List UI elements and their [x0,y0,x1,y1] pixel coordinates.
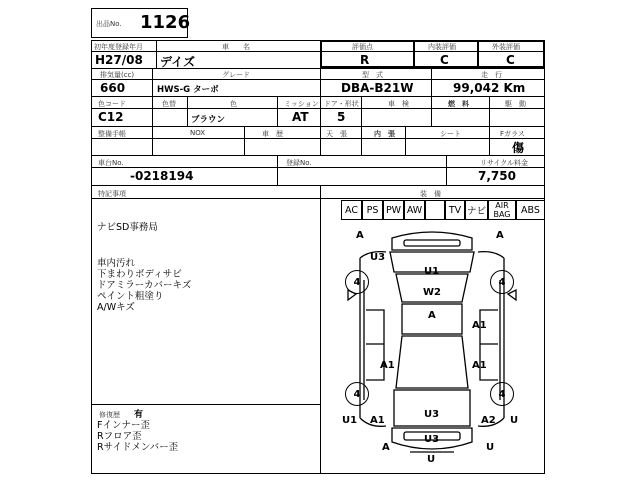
mark-rear-u1: U1 [342,415,358,426]
vr [320,126,321,155]
mission-label: ミッション [284,100,319,108]
vr [361,126,362,155]
mark-bottom-u2: U [427,454,436,465]
equip-tv: TV [445,200,465,220]
color-label: 色 [230,100,237,108]
repair-line-2: Rフロア歪 [97,431,142,442]
nox-label: NOX [190,129,206,137]
roof-label: 天 張 [326,130,347,138]
mark-wheel-fl: 4 [345,270,369,294]
mark-bottom-u: U [486,442,495,453]
recycle-label: リサイクル料金 [480,159,529,167]
recycle-value: 7,750 [478,169,516,183]
note-line-5: A/Wキズ [97,302,135,313]
interior-score-value: C [440,53,449,67]
fuel-label: 燃 料 [448,100,469,108]
mark-side-left: A1 [380,360,395,371]
hr [91,404,320,405]
vr [361,96,362,126]
score-value: R [360,53,370,67]
mileage-value: 99,042 Km [453,81,526,95]
mark-rear-a2: A2 [481,415,496,426]
mileage-label: 走 行 [481,71,502,79]
vr [156,40,157,68]
repair-value: 有 [134,410,144,420]
lot-label: 出品No. [96,20,122,28]
hr [91,167,545,168]
mark-rear-u: U [510,415,519,426]
mark-rear-u3a: U3 [424,409,440,420]
equipment-label: 装 備 [420,190,441,198]
repair-label: 修復歴 [99,411,120,419]
score-label: 評価点 [352,43,373,51]
hr [91,96,545,97]
chassis-value: -0218194 [130,169,194,183]
vr [244,126,245,155]
special-label: 特記事項 [98,190,126,198]
exterior-score-label: 外装評価 [492,43,520,51]
mark-roof-w2: W2 [423,287,441,298]
glass-value: 傷 [512,141,525,155]
equip-blank [425,200,445,220]
note-line-4: ペイント粗塗り [97,291,164,302]
mark-center-a: A [428,310,436,321]
mark-hood: U3 [370,252,386,263]
drive-label: 駆 動 [505,100,526,108]
vr [277,96,278,126]
glass-label: Fガラス [500,130,525,138]
vr [405,126,406,155]
colorcode-label: 色コード [98,100,126,108]
doors-label: ドア・形状 [324,100,359,108]
vr [320,68,321,96]
mark-wheel-rr: 4 [490,382,514,406]
doors-value: 5 [337,110,346,124]
year-label: 初年度登録年月 [94,43,143,51]
mission-value: AT [292,110,309,124]
interior-score-label: 内装評価 [428,43,456,51]
repair-line-3: Rサイドメンバー歪 [97,442,179,453]
vr [152,96,153,126]
interior-lining-label: 内 張 [374,130,395,138]
mark-side-right-2: A1 [472,360,487,371]
cc-value: 660 [100,81,126,95]
history-label: 車 歴 [262,130,283,138]
equip-abs: ABS [516,200,545,220]
mark-rear-a1: A1 [370,415,385,426]
colorcode-value: C12 [98,110,124,124]
equip-ac: AC [341,200,362,220]
mark-side-right-1: A1 [472,320,487,331]
mark-rear-u3b: U3 [424,434,440,445]
reg-label: 登録No. [286,159,312,167]
year-value: H27/08 [95,53,143,67]
hr [91,79,545,80]
model-label: 型 式 [362,71,383,79]
name-value: デイズ [160,55,196,69]
repair-line-1: Fインナー歪 [97,420,150,431]
note-line-2: 下まわりボディサビ [97,269,182,280]
mark-bottom-a: A [382,442,390,453]
vr [431,96,432,126]
mark-wheel-rl: 4 [345,382,369,406]
colorchange-label: 色替 [162,100,176,108]
special-text: ナビSD事務局 [97,222,158,233]
hr [91,155,545,156]
note-line-1: 車内汚れ [97,258,136,269]
vr [446,155,447,185]
mark-front-left: A [356,230,364,241]
exterior-score-value: C [506,53,515,67]
grade-label: グレード [222,71,250,79]
seat-label: シート [440,130,461,138]
hr [91,185,545,186]
name-label: 車 名 [222,43,250,51]
hr [91,198,545,199]
cc-label: 排気量(cc) [100,71,135,79]
vr [277,155,278,185]
model-value: DBA-B21W [341,81,414,95]
vr [152,68,153,96]
equip-ps: PS [362,200,383,220]
hr [91,126,545,127]
vr [489,126,490,155]
vr [431,68,432,96]
chassis-label: 車台No. [98,159,124,167]
lot-number: 1126 [140,12,191,33]
equip-airbag: AIR BAG [488,200,516,220]
mark-wheel-fr: 4 [490,270,514,294]
equip-aw: AW [404,200,425,220]
mark-front-right: A [496,230,504,241]
vr [187,96,188,126]
equip-navi: ナビ [465,200,488,220]
equip-pw: PW [383,200,404,220]
mark-roof-u1: U1 [424,266,440,277]
hr [91,138,545,139]
vr [152,126,153,155]
manual-label: 整備手帳 [98,130,126,138]
vr [320,96,321,126]
vr [489,96,490,126]
note-line-3: ドアミラーカバーキズ [97,280,192,291]
inspection-label: 車 検 [388,100,409,108]
color-value: ブラウン [191,115,226,125]
grade-value: HWS-G ターボ [157,85,219,95]
